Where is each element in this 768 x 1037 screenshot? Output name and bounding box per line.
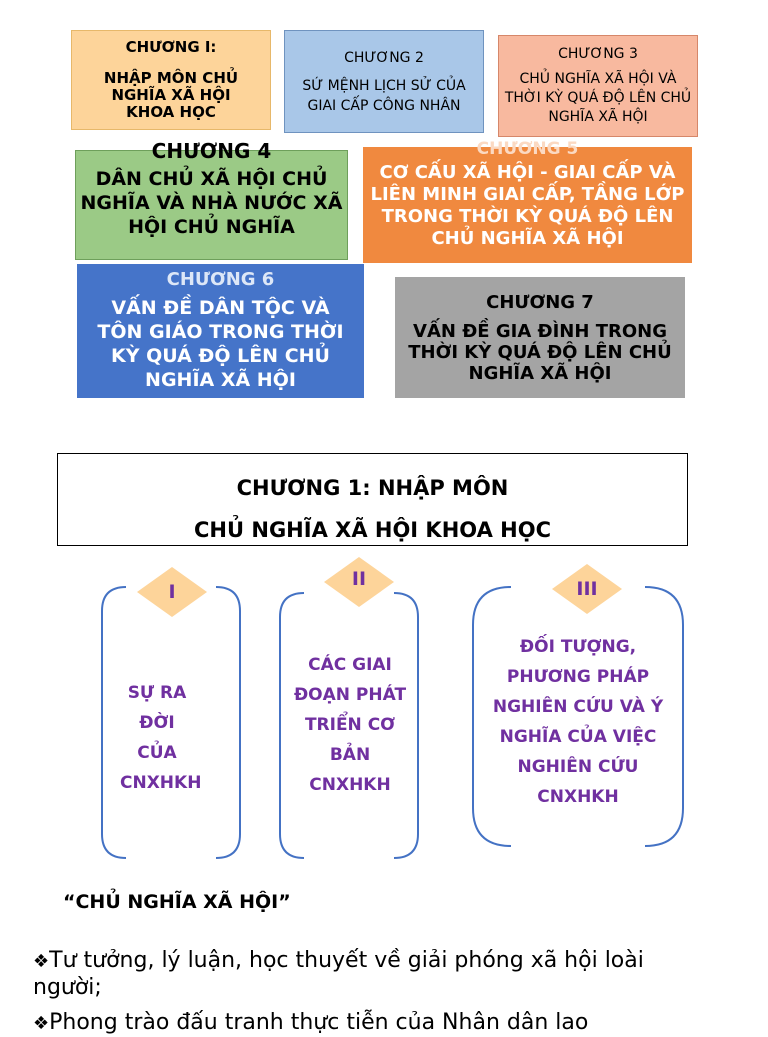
section-3-text: ĐỐI TƯỢNG, PHƯƠNG PHÁP NGHIÊN CỨU VÀ Ý NGHĨA CỦA VIỆC NGHIÊN CỨU CNXHKH xyxy=(492,637,664,807)
section-1-text: SỰ RA ĐỜI CỦA CNXHKH xyxy=(120,683,202,793)
chapter-3-box xyxy=(498,35,698,137)
chapter-heading: CHƯƠNG 5 xyxy=(476,139,579,159)
chapter-1-box xyxy=(71,30,271,130)
chapter-4-box xyxy=(75,139,348,260)
bullet-text: Tư tưởng, lý luận, học thuyết về giải phóng xã hội loài người; xyxy=(33,948,644,1000)
section-1-diamond xyxy=(136,566,208,618)
diamond-bullet-icon: ❖ xyxy=(33,1013,50,1034)
chapter-2-box xyxy=(284,30,484,133)
chapter-1-title-box xyxy=(57,453,688,546)
section-3-diamond xyxy=(551,563,623,615)
chapter-title: SỨ MỆNH LỊCH SỬ CỦA GIAI CẤP CÔNG NHÂN xyxy=(302,77,466,114)
chapter-heading: CHƯƠNG 7 xyxy=(486,291,594,313)
chapter-6-box xyxy=(77,264,364,398)
title-line-1: CHƯƠNG 1: NHẬP MÔN xyxy=(236,476,509,500)
chapter-heading: CHƯƠNG 3 xyxy=(558,46,638,62)
chapter-heading: CHƯƠNG I: xyxy=(125,38,217,56)
chapter-heading: CHƯƠNG 6 xyxy=(166,269,275,290)
chapter-5-box xyxy=(363,139,692,263)
chapter-title: CƠ CẤU XÃ HỘI - GIAI CẤP VÀ LIÊN MINH GIAI CẤP, TẦNG LỚP TRONG THỜI KỲ QUÁ ĐỘ LÊN CHỦ NGHĨA XÃ HỘI xyxy=(370,162,685,249)
chapter-title: VẤN ĐỀ DÂN TỘC VÀ TÔN GIÁO TRONG THỜI KỲ QUÁ ĐỘ LÊN CHỦ NGHĨA XÃ HỘI xyxy=(97,297,344,391)
chapter-title: NHẬP MÔN CHỦ NGHĨA XÃ HỘI KHOA HỌC xyxy=(103,69,239,121)
chapter-7-box xyxy=(395,277,685,398)
chapter-title: VẤN ĐỀ GIA ĐÌNH TRONG THỜI KỲ QUÁ ĐỘ LÊN CHỦ NGHĨA XÃ HỘI xyxy=(408,320,672,384)
chapter-title: DÂN CHỦ XÃ HỘI CHỦ NGHĨA VÀ NHÀ NƯỚC XÃ HỘI CHỦ NGHĨA xyxy=(80,168,343,238)
section-2-diamond xyxy=(323,556,395,608)
chapter-title: CHỦ NGHĨA XÃ HỘI VÀ THỜI KỲ QUÁ ĐỘ LÊN CHỦ NGHĨA XÃ HỘI xyxy=(504,71,692,125)
title-line-2: CHỦ NGHĨA XÃ HỘI KHOA HỌC xyxy=(194,518,551,542)
chapter-heading: CHƯƠNG 4 xyxy=(151,139,272,163)
section-numeral: II xyxy=(351,568,367,590)
quote-heading: “CHỦ NGHĨA XÃ HỘI” xyxy=(63,891,291,913)
chapter-heading: CHƯƠNG 2 xyxy=(344,49,424,66)
diamond-bullet-icon: ❖ xyxy=(33,951,50,972)
bullet-text: Phong trào đấu tranh thực tiễn của Nhân dân lao xyxy=(49,1010,589,1035)
section-2-text: CÁC GIAI ĐOẠN PHÁT TRIỂN CƠ BẢN CNXHKH xyxy=(293,655,407,795)
section-numeral: III xyxy=(576,578,598,600)
bullet-item xyxy=(33,948,693,1001)
section-numeral: I xyxy=(168,581,176,603)
